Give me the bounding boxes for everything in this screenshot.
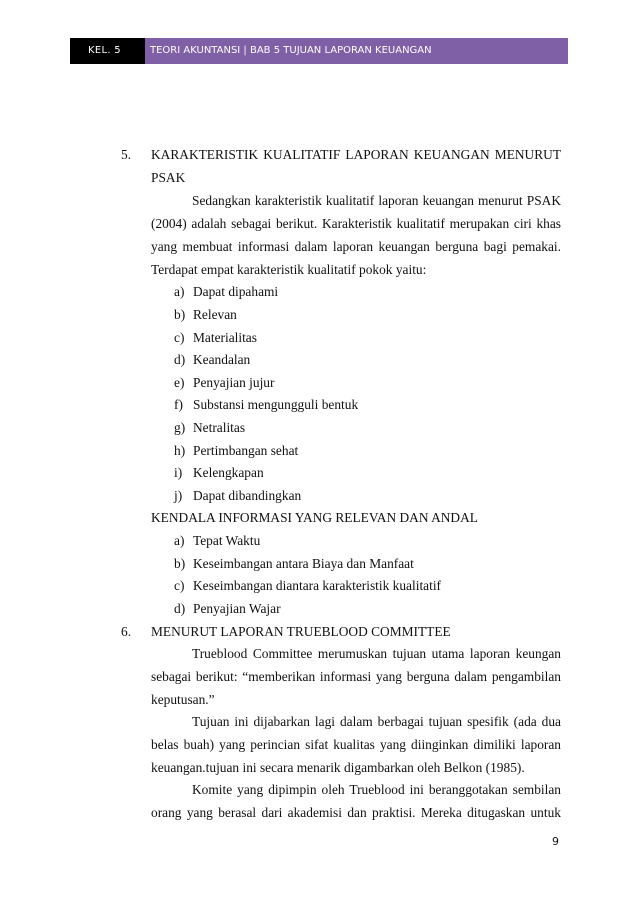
sub-heading: KENDALA INFORMASI YANG RELEVAN DAN ANDAL [151, 510, 478, 525]
list-item: Penyajian Wajar [193, 601, 281, 616]
list-item: Dapat dibandingkan [193, 488, 302, 503]
list-item: Substansi mengungguli bentuk [193, 397, 359, 412]
list-item-letter: b) [174, 556, 186, 571]
paragraph-line: keputusan.” [151, 692, 215, 707]
paragraph-line: Tujuan ini dijabarkan lagi dalam berbagai tujuan spesifik (ada dua [192, 714, 561, 729]
list-item-letter: b) [174, 307, 186, 322]
list-item-letter: c) [174, 330, 185, 345]
list-item: Keseimbangan antara Biaya dan Manfaat [193, 556, 414, 571]
paragraph-line: Komite yang dipimpin oleh Trueblood ini beranggotakan sembilan [192, 782, 561, 797]
list-item: Tepat Waktu [193, 533, 261, 548]
paragraph-line: Sedangkan karakteristik kualitatif laporan keuangan menurut PSAK [192, 193, 561, 208]
section-number: 5. [121, 147, 132, 162]
paragraph-line: Terdapat empat karakteristik kualitatif pokok yaitu: [151, 262, 427, 277]
list-item: Pertimbangan sehat [193, 443, 299, 458]
list-item: Keandalan [193, 352, 251, 367]
list-item: Kelengkapan [193, 465, 264, 480]
list-item-letter: h) [174, 443, 186, 458]
list-item-letter: a) [174, 284, 185, 299]
paragraph-line: belas buah) yang perincian sifat kualitas yang diinginkan dimiliki laporan [151, 737, 561, 752]
list-item-letter: f) [174, 397, 183, 412]
section-heading: MENURUT LAPORAN TRUEBLOOD COMMITTEE [151, 624, 451, 639]
list-item: Netralitas [193, 420, 246, 435]
list-item: Keseimbangan diantara karakteristik kualitatif [193, 578, 442, 593]
list-item: Penyajian jujur [193, 375, 275, 390]
list-item-letter: c) [174, 578, 185, 593]
paragraph-line: sebagai berikut: “memberikan informasi yang berguna dalam pengambilan [151, 669, 561, 684]
paragraph-line: yang membuat informasi dalam laporan keuangan berguna bagi pemakai. [151, 239, 561, 254]
section-number: 6. [121, 624, 132, 639]
paragraph-line: orang yang berasal dari akademisi dan praktisi. Mereka ditugaskan untuk [151, 805, 561, 820]
page-header [70, 38, 568, 64]
list-item-letter: e) [174, 375, 185, 390]
paragraph-line: Trueblood Committee merumuskan tujuan utama laporan keungan [192, 646, 561, 661]
section-heading: KARAKTERISTIK KUALITATIF LAPORAN KEUANGAN MENURUT [151, 147, 561, 162]
list-item: Dapat dipahami [193, 284, 279, 299]
section-heading-cont: PSAK [151, 170, 186, 185]
list-item-letter: a) [174, 533, 185, 548]
list-item-letter: j) [174, 488, 183, 503]
list-item: Relevan [193, 307, 237, 322]
paragraph-line: keuangan.tujuan ini secara menarik digambarkan oleh Belkon (1985). [151, 760, 525, 775]
paragraph-line: (2004) adalah sebagai berikut. Karakteristik kualitatif merupakan ciri khas [151, 216, 561, 231]
header-group-tag: KEL. 5 [70, 38, 142, 64]
list-item: Materialitas [193, 330, 257, 345]
page-number: 9 [552, 835, 559, 848]
list-item-letter: i) [174, 465, 183, 480]
list-item-letter: d) [174, 601, 186, 616]
list-item-letter: g) [174, 420, 186, 435]
header-title: TEORI AKUNTANSI | BAB 5 TUJUAN LAPORAN KEUANGAN [145, 38, 568, 64]
list-item-letter: d) [174, 352, 186, 367]
